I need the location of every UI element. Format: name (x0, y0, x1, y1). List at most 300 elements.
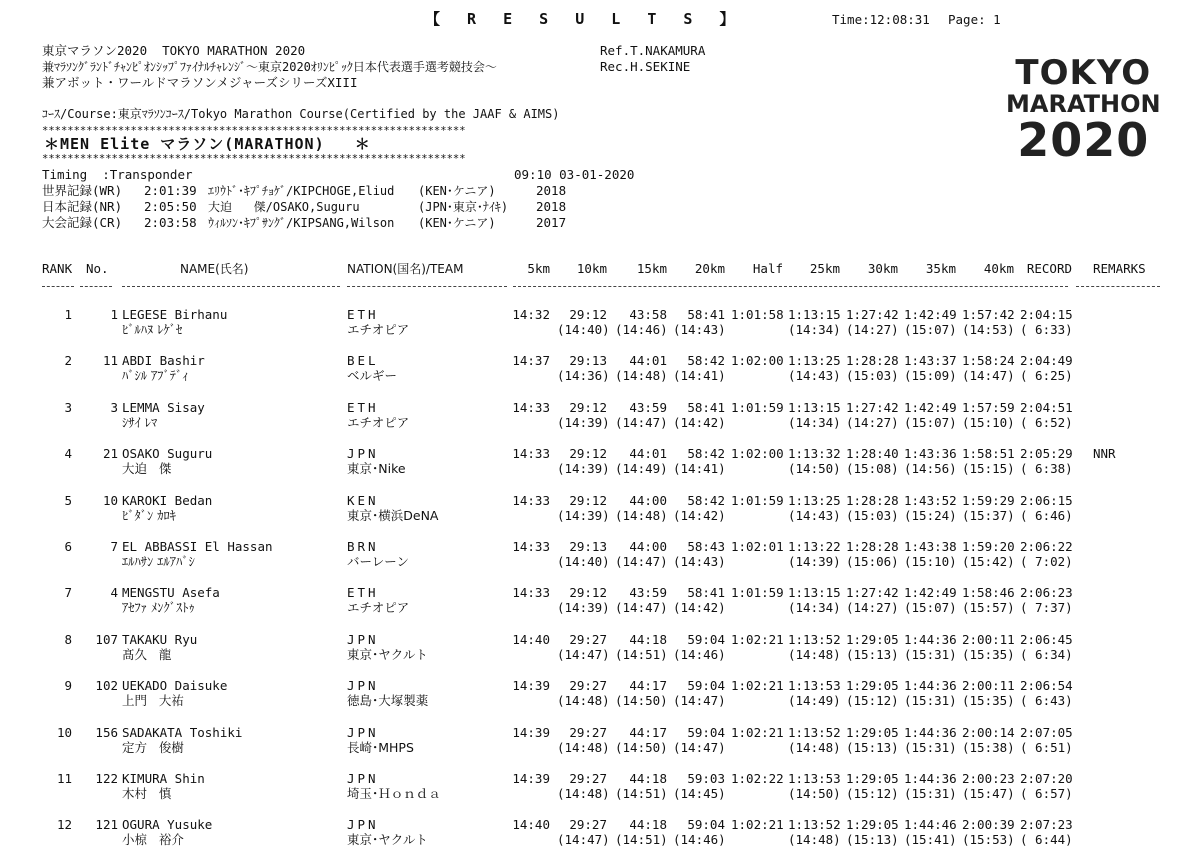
header-rule (122, 286, 340, 287)
lap-10km: (14:47) (557, 646, 610, 662)
col-half: Half (752, 261, 783, 276)
split-half: 1:01:59 (731, 492, 784, 508)
lap-10km: (14:48) (557, 739, 610, 755)
nation-code: KEN (347, 492, 379, 508)
lap-25km: (14:48) (788, 832, 841, 848)
header-rule (513, 286, 1068, 287)
athlete-name: LEMMA Sisay (122, 399, 205, 415)
event-name-line3: 兼アボット・ワールドマラソンメジャーズシリーズXIII (42, 75, 358, 90)
split-30km: 1:29:05 (846, 631, 899, 647)
table-row (0, 309, 1181, 355)
col-15km: 15km (636, 261, 667, 276)
col-10km: 10km (576, 261, 607, 276)
nation-code: JPN (347, 631, 379, 647)
split-5km: 14:33 (512, 492, 550, 508)
header-rule (42, 286, 74, 287)
split-20km: 58:42 (687, 446, 725, 462)
split-30km: 1:28:40 (846, 446, 899, 462)
lap-35km: (15:07) (904, 414, 957, 430)
lap-finish: ( 6:25) (1020, 368, 1073, 384)
split-25km: 1:13:22 (788, 539, 841, 554)
nation-code: JPN (347, 446, 379, 462)
split-40km: 1:58:51 (962, 446, 1015, 462)
lap-20km: (14:46) (673, 646, 726, 662)
stars-top: ******************************************************************* (42, 125, 466, 137)
finish-record: 2:06:15 (1020, 492, 1073, 508)
lap-10km: (14:48) (557, 693, 610, 709)
referee: Ref.T.NAKAMURA (600, 43, 706, 58)
split-25km: 1:13:52 (788, 724, 841, 740)
lap-30km: (15:13) (846, 646, 899, 662)
split-40km: 1:58:24 (962, 353, 1015, 369)
split-half: 1:02:21 (731, 817, 784, 833)
lap-25km: (14:43) (788, 507, 841, 523)
col-remarks: REMARKS (1093, 261, 1146, 276)
athlete-name: KIMURA Shin (122, 771, 205, 786)
split-half: 1:02:21 (731, 678, 784, 694)
split-half: 1:02:21 (731, 631, 784, 647)
record-year: 2018 (536, 199, 567, 214)
split-25km: 1:13:25 (788, 353, 841, 369)
col-5km: 5km (527, 261, 550, 276)
rank-cell: 1 (64, 307, 72, 322)
nation-code: JPN (347, 817, 379, 833)
table-row (0, 819, 1181, 865)
lap-40km: (15:10) (962, 414, 1015, 430)
split-35km: 1:43:38 (904, 539, 957, 554)
finish-record: 2:04:49 (1020, 353, 1073, 369)
stars-bottom: ******************************************************************* (42, 153, 466, 165)
bib-number: 11 (102, 353, 118, 369)
split-40km: 2:00:11 (962, 678, 1015, 694)
athlete-name: OSAKO Suguru (122, 446, 213, 462)
team-name: ベルギー (347, 368, 398, 384)
lap-10km: (14:39) (557, 414, 610, 430)
bib-number: 121 (95, 817, 118, 833)
split-10km: 29:13 (569, 353, 607, 369)
split-20km: 58:42 (687, 353, 725, 369)
athlete-name-kana: ﾋﾞﾀﾞﾝ ｶﾛｷ (122, 507, 176, 523)
lap-15km: (14:50) (615, 739, 668, 755)
lap-20km: (14:41) (673, 368, 726, 384)
nation-code: BRN (347, 539, 379, 554)
split-40km: 2:00:23 (962, 771, 1015, 786)
recorder: Rec.H.SEKINE (600, 59, 691, 74)
logo-line-2: MARATHON (1006, 90, 1161, 118)
lap-40km: (15:57) (962, 600, 1015, 616)
split-5km: 14:40 (512, 631, 550, 647)
course-info: ｺｰｽ/Course:東京ﾏﾗｿﾝｺｰｽ/Tokyo Marathon Course(Certified by the JAAF & AIMS) (42, 107, 560, 121)
split-40km: 1:59:20 (962, 539, 1015, 554)
lap-35km: (15:31) (904, 739, 957, 755)
split-30km: 1:28:28 (846, 353, 899, 369)
lap-20km: (14:42) (673, 600, 726, 616)
split-half: 1:02:00 (731, 446, 784, 462)
lap-finish: ( 6:34) (1020, 646, 1073, 662)
team-name: バーレーン (347, 554, 410, 569)
lap-finish: ( 6:43) (1020, 693, 1073, 709)
athlete-name-kana: ｴﾙﾊｻﾝ ｴﾙｱﾊﾞｼ (122, 554, 195, 569)
athlete-name-kana: 定方 俊樹 (122, 739, 184, 755)
table-row (0, 448, 1181, 494)
athlete-name: TAKAKU Ryu (122, 631, 198, 647)
lap-35km: (15:31) (904, 786, 957, 801)
lap-30km: (15:08) (846, 461, 899, 477)
split-10km: 29:12 (569, 307, 607, 322)
split-10km: 29:27 (569, 724, 607, 740)
lap-35km: (15:07) (904, 600, 957, 616)
table-row (0, 355, 1181, 401)
split-half: 1:02:21 (731, 724, 784, 740)
split-15km: 44:00 (629, 539, 667, 554)
split-35km: 1:44:36 (904, 678, 957, 694)
finish-record: 2:06:23 (1020, 585, 1073, 601)
split-35km: 1:42:49 (904, 307, 957, 322)
split-30km: 1:29:05 (846, 771, 899, 786)
split-20km: 59:04 (687, 678, 725, 694)
split-35km: 1:44:36 (904, 631, 957, 647)
split-30km: 1:29:05 (846, 724, 899, 740)
nation-code: ETH (347, 399, 379, 415)
split-5km: 14:37 (512, 353, 550, 369)
split-5km: 14:33 (512, 539, 550, 554)
lap-10km: (14:48) (557, 786, 610, 801)
split-10km: 29:27 (569, 631, 607, 647)
nation-code: BEL (347, 353, 379, 369)
lap-15km: (14:46) (615, 322, 668, 337)
lap-40km: (15:15) (962, 461, 1015, 477)
lap-15km: (14:51) (615, 646, 668, 662)
split-half: 1:01:59 (731, 399, 784, 415)
lap-10km: (14:39) (557, 507, 610, 523)
col-20km: 20km (694, 261, 725, 276)
rank-cell: 4 (64, 446, 72, 462)
lap-25km: (14:34) (788, 414, 841, 430)
record-time: 2:03:58 (144, 215, 197, 230)
rank-cell: 9 (64, 678, 72, 694)
lap-40km: (15:35) (962, 693, 1015, 709)
split-15km: 44:17 (629, 678, 667, 694)
lap-finish: ( 6:57) (1020, 786, 1073, 801)
table-row (0, 587, 1181, 633)
athlete-name-kana: ｱｾﾌｧ ﾒﾝｸﾞｽﾄｩ (122, 600, 195, 616)
split-half: 1:02:00 (731, 353, 784, 369)
split-40km: 1:57:42 (962, 307, 1015, 322)
split-25km: 1:13:53 (788, 771, 841, 786)
rank-cell: 12 (56, 817, 72, 833)
record-label: 大会記録(CR) (42, 215, 123, 230)
lap-40km: (14:53) (962, 322, 1015, 337)
split-35km: 1:42:49 (904, 585, 957, 601)
tokyo-marathon-logo (1006, 53, 1161, 167)
finish-record: 2:07:05 (1020, 724, 1073, 740)
lap-20km: (14:42) (673, 507, 726, 523)
finish-record: 2:04:15 (1020, 307, 1073, 322)
lap-35km: (15:31) (904, 646, 957, 662)
print-time: Time:12:08:31 (832, 12, 930, 27)
split-10km: 29:13 (569, 539, 607, 554)
split-35km: 1:44:36 (904, 724, 957, 740)
lap-35km: (15:24) (904, 507, 957, 523)
finish-record: 2:07:20 (1020, 771, 1073, 786)
bib-number: 7 (110, 539, 118, 554)
split-20km: 59:04 (687, 817, 725, 833)
split-40km: 2:00:14 (962, 724, 1015, 740)
athlete-name-kana: 小椋 裕介 (122, 832, 184, 848)
split-20km: 59:04 (687, 631, 725, 647)
page-number: Page: 1 (948, 12, 1001, 27)
split-15km: 44:00 (629, 492, 667, 508)
rank-cell: 8 (64, 631, 72, 647)
split-35km: 1:42:49 (904, 399, 957, 415)
rank-cell: 11 (56, 771, 72, 786)
split-25km: 1:13:15 (788, 585, 841, 601)
lap-15km: (14:48) (615, 507, 668, 523)
lap-40km: (15:35) (962, 646, 1015, 662)
lap-40km: (15:47) (962, 786, 1015, 801)
split-35km: 1:43:52 (904, 492, 957, 508)
lap-30km: (14:27) (846, 600, 899, 616)
bib-number: 107 (95, 631, 118, 647)
remarks: NNR (1093, 446, 1116, 462)
record-holder: ｴﾘｳﾄﾞ･ｷﾌﾟﾁｮｹﾞ/KIPCHOGE,Eliud (208, 184, 395, 198)
results-title: 【 R E S U L T S 】 (425, 10, 744, 28)
col-35km: 35km (925, 261, 956, 276)
lap-finish: ( 6:52) (1020, 414, 1073, 430)
lap-finish: ( 6:44) (1020, 832, 1073, 848)
split-35km: 1:44:46 (904, 817, 957, 833)
split-25km: 1:13:32 (788, 446, 841, 462)
table-row (0, 541, 1181, 587)
header-rule (347, 286, 507, 287)
athlete-name-kana: ﾋﾞﾙﾊﾇ ﾚｹﾞｾ (122, 322, 183, 337)
lap-25km: (14:50) (788, 461, 841, 477)
rank-cell: 10 (56, 724, 72, 740)
split-15km: 44:18 (629, 631, 667, 647)
lap-30km: (15:06) (846, 554, 899, 569)
table-row (0, 631, 1181, 680)
split-10km: 29:12 (569, 446, 607, 462)
athlete-name-kana: ﾊﾞｼﾙ ｱﾌﾞﾃﾞｨ (122, 368, 189, 384)
team-name: エチオピア (347, 322, 410, 337)
lap-finish: ( 7:02) (1020, 554, 1073, 569)
lap-15km: (14:47) (615, 554, 668, 569)
rank-cell: 7 (64, 585, 72, 601)
record-nation: (KEN･ケニア) (418, 216, 496, 230)
lap-25km: (14:50) (788, 786, 841, 801)
event-title: ＊MEN Elite マラソン(MARATHON) ＊ (44, 135, 371, 153)
bib-number: 4 (110, 585, 118, 601)
athlete-name: ABDI Bashir (122, 353, 205, 369)
lap-30km: (14:27) (846, 414, 899, 430)
split-30km: 1:29:05 (846, 678, 899, 694)
split-25km: 1:13:52 (788, 817, 841, 833)
bib-number: 21 (102, 446, 118, 462)
athlete-name-kana: 木村 慎 (122, 786, 172, 801)
lap-20km: (14:47) (673, 693, 726, 709)
lap-35km: (15:10) (904, 554, 957, 569)
table-row (0, 724, 1181, 773)
lap-35km: (14:56) (904, 461, 957, 477)
lap-20km: (14:46) (673, 832, 726, 848)
lap-15km: (14:47) (615, 414, 668, 430)
lap-finish: ( 6:46) (1020, 507, 1073, 523)
record-nation: (JPN･東京･ﾅｲｷ) (418, 200, 509, 214)
rank-cell: 5 (64, 492, 72, 508)
athlete-name: LEGESE Birhanu (122, 307, 228, 322)
record-year: 2018 (536, 183, 567, 198)
bib-number: 122 (95, 771, 118, 786)
team-name: エチオピア (347, 414, 410, 430)
rank-cell: 2 (64, 353, 72, 369)
team-name: 徳島･大塚製薬 (347, 693, 429, 709)
finish-record: 2:06:45 (1020, 631, 1073, 647)
lap-15km: (14:50) (615, 693, 668, 709)
lap-15km: (14:51) (615, 832, 668, 848)
col-name: NAME(氏名) (180, 262, 249, 276)
bib-number: 156 (95, 724, 118, 740)
finish-record: 2:07:23 (1020, 817, 1073, 833)
col-rank: RANK (42, 261, 73, 276)
event-name-line1: 東京マラソン2020 TOKYO MARATHON 2020 (42, 43, 306, 58)
split-35km: 1:43:37 (904, 353, 957, 369)
lap-30km: (15:03) (846, 368, 899, 384)
split-10km: 29:27 (569, 771, 607, 786)
lap-35km: (15:09) (904, 368, 957, 384)
split-30km: 1:29:05 (846, 817, 899, 833)
table-row (0, 399, 1181, 448)
col-25km: 25km (809, 261, 840, 276)
split-40km: 1:57:59 (962, 399, 1015, 415)
athlete-name-kana: 上門 大祐 (122, 693, 184, 709)
athlete-name: OGURA Yusuke (122, 817, 213, 833)
split-30km: 1:27:42 (846, 399, 899, 415)
finish-record: 2:06:54 (1020, 678, 1073, 694)
timing-method: Timing :Transponder (42, 167, 193, 182)
split-25km: 1:13:53 (788, 678, 841, 694)
team-name: 東京･横浜DeNA (347, 507, 439, 523)
split-30km: 1:28:28 (846, 492, 899, 508)
team-name: 埼玉･Ｈｏｎｄａ (347, 786, 441, 801)
lap-finish: ( 6:51) (1020, 739, 1073, 755)
lap-15km: (14:51) (615, 786, 668, 801)
rank-cell: 3 (64, 399, 72, 415)
split-10km: 29:12 (569, 399, 607, 415)
split-10km: 29:27 (569, 817, 607, 833)
lap-35km: (15:41) (904, 832, 957, 848)
split-15km: 44:18 (629, 771, 667, 786)
split-35km: 1:44:36 (904, 771, 957, 786)
split-25km: 1:13:15 (788, 307, 841, 322)
bib-number: 102 (95, 678, 118, 694)
lap-30km: (15:03) (846, 507, 899, 523)
lap-40km: (15:53) (962, 832, 1015, 848)
lap-10km: (14:47) (557, 832, 610, 848)
split-15km: 43:58 (629, 307, 667, 322)
lap-40km: (14:47) (962, 368, 1015, 384)
split-15km: 44:17 (629, 724, 667, 740)
lap-20km: (14:45) (673, 786, 726, 801)
lap-30km: (14:27) (846, 322, 899, 337)
col-no: No. (86, 261, 109, 276)
athlete-name: MENGSTU Asefa (122, 585, 220, 601)
split-10km: 29:12 (569, 585, 607, 601)
lap-25km: (14:49) (788, 693, 841, 709)
lap-40km: (15:42) (962, 554, 1015, 569)
split-25km: 1:13:15 (788, 399, 841, 415)
split-20km: 59:03 (687, 771, 725, 786)
lap-15km: (14:47) (615, 600, 668, 616)
col-record: RECORD (1026, 261, 1072, 276)
nation-code: JPN (347, 771, 379, 786)
split-40km: 2:00:39 (962, 817, 1015, 833)
logo-line-3: 2020 (1017, 113, 1150, 167)
split-10km: 29:12 (569, 492, 607, 508)
nation-code: JPN (347, 724, 379, 740)
record-time: 2:05:50 (144, 199, 197, 214)
split-5km: 14:39 (512, 678, 550, 694)
split-15km: 44:01 (629, 353, 667, 369)
finish-record: 2:06:22 (1020, 539, 1073, 554)
bib-number: 10 (102, 492, 118, 508)
split-15km: 44:18 (629, 817, 667, 833)
table-row (0, 773, 1181, 819)
rank-cell: 6 (64, 539, 72, 554)
split-30km: 1:27:42 (846, 585, 899, 601)
lap-25km: (14:48) (788, 646, 841, 662)
athlete-name: EL ABBASSI El Hassan (122, 539, 273, 554)
nation-code: ETH (347, 585, 379, 601)
lap-finish: ( 6:33) (1020, 322, 1073, 337)
table-row (0, 492, 1181, 541)
split-5km: 14:33 (512, 585, 550, 601)
athlete-name: UEKADO Daisuke (122, 678, 228, 694)
logo-line-1: TOKYO (1015, 53, 1152, 93)
lap-25km: (14:34) (788, 600, 841, 616)
finish-record: 2:04:51 (1020, 399, 1073, 415)
record-label: 世界記録(WR) (42, 183, 123, 198)
lap-20km: (14:47) (673, 739, 726, 755)
split-15km: 43:59 (629, 585, 667, 601)
bib-number: 3 (110, 399, 118, 415)
col-40km: 40km (983, 261, 1014, 276)
split-20km: 58:41 (687, 585, 725, 601)
lap-30km: (15:13) (846, 832, 899, 848)
team-name: エチオピア (347, 600, 410, 616)
lap-35km: (15:31) (904, 693, 957, 709)
lap-25km: (14:39) (788, 554, 841, 569)
split-15km: 43:59 (629, 399, 667, 415)
split-30km: 1:27:42 (846, 307, 899, 322)
lap-30km: (15:13) (846, 739, 899, 755)
race-datetime: 09:10 03-01-2020 (514, 167, 635, 182)
lap-10km: (14:39) (557, 461, 610, 477)
split-20km: 58:41 (687, 399, 725, 415)
lap-40km: (15:37) (962, 507, 1015, 523)
header-rule (80, 286, 112, 287)
split-half: 1:01:58 (731, 307, 784, 322)
lap-25km: (14:48) (788, 739, 841, 755)
nation-code: ETH (347, 307, 379, 322)
athlete-name-kana: 髙久 龍 (122, 646, 172, 662)
nation-code: JPN (347, 678, 379, 694)
col-30km: 30km (867, 261, 898, 276)
record-holder: ｳｨﾙｿﾝ･ｷﾌﾟｻﾝｸﾞ/KIPSANG,Wilson (208, 216, 395, 230)
split-10km: 29:27 (569, 678, 607, 694)
split-5km: 14:33 (512, 446, 550, 462)
split-half: 1:02:01 (731, 539, 784, 554)
split-20km: 58:42 (687, 492, 725, 508)
